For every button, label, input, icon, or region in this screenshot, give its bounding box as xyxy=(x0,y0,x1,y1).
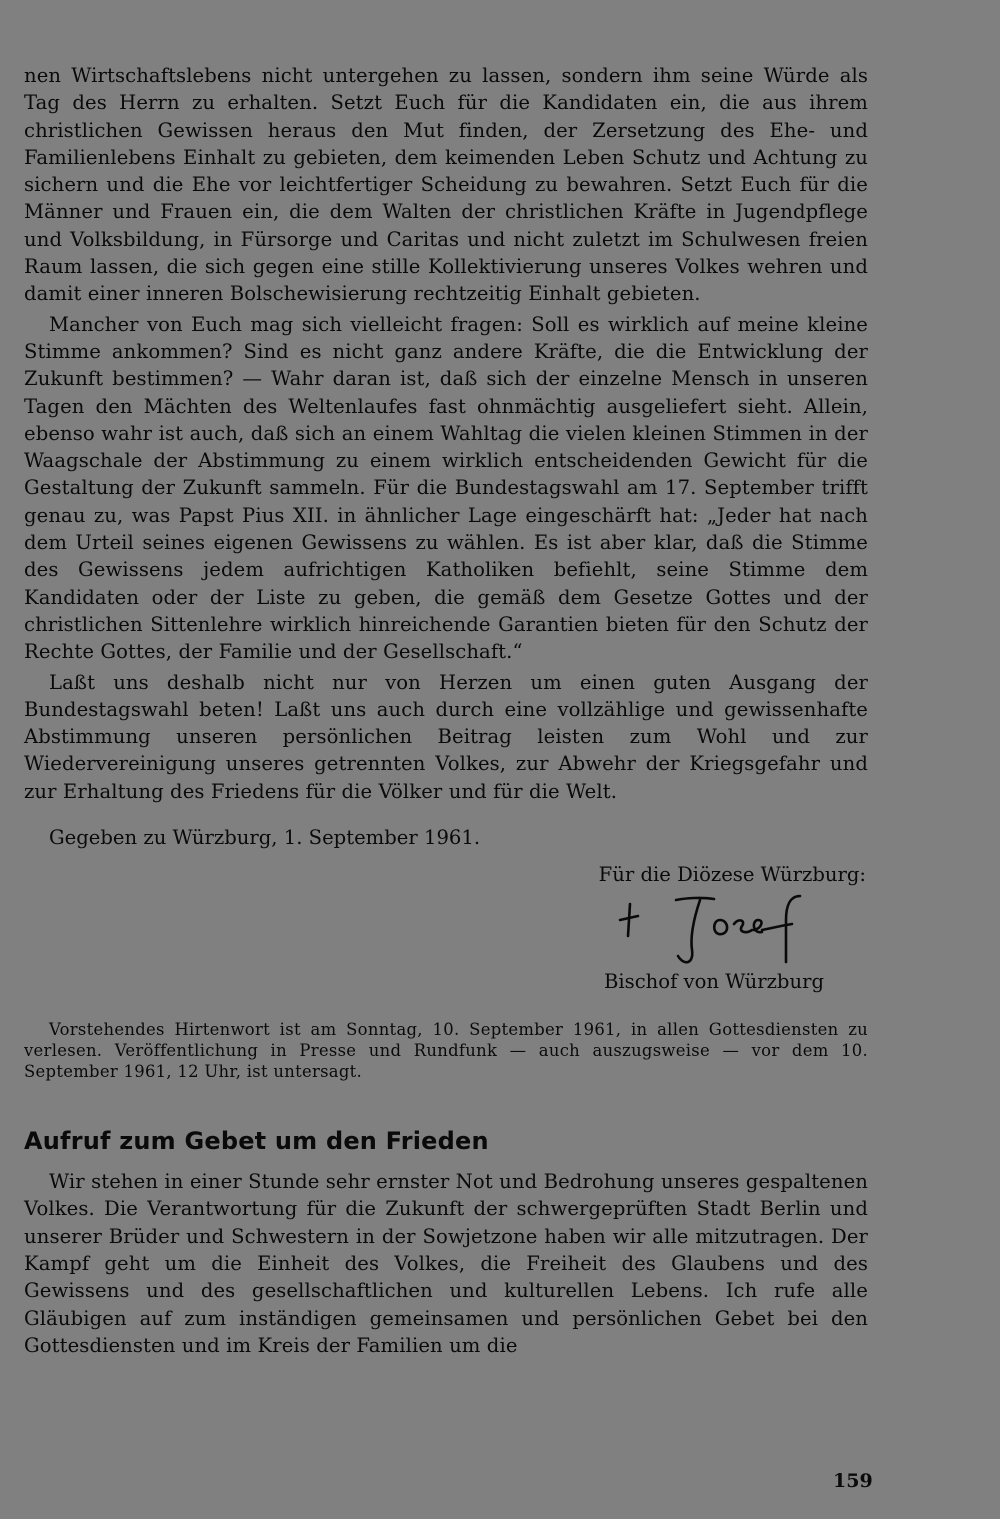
letter-paragraph-2: Mancher von Euch mag sich vielleicht fragen: Soll es wirklich auf meine kleine Stimme ankommen? Sind es nicht ganz andere Kräfte, die die Entwicklung der Zukunft bestimmen? — Wahr daran ist, daß sich der einzelne Mensch in unseren Tagen den Mächten des Weltenlaufes fast ohnmächtig ausgeliefert sieht. Allein, ebenso wahr ist auch, daß sich an einem Wahltag die vielen kleinen Stimmen in der Waagschale der Abstimmung zu einem wirklich entscheidenden Gewicht für die Gestaltung der Zukunft sammeln. Für die Bundestagswahl am 17. September trifft genau zu, was Papst Pius XII. in ähnlicher Lage eingeschärft hat: „Jeder hat nach dem Urteil seines eigenen Gewissens zu wählen. Es ist aber klar, daß die Stimme des Gewissens jedem aufrichtigen Katholiken befiehlt, seine Stimme dem Kandidaten oder der Liste zu geben, die gemäß dem Gesetze Gottes und der christlichen Sittenlehre wirklich hinreichende Garantien bieten für den Schutz der Rechte Gottes, der Familie und der Gesellschaft.“ xyxy=(24,312,868,664)
handwritten-signature xyxy=(24,888,868,968)
signature-image xyxy=(612,890,852,970)
bishop-line: Bischof von Würzburg xyxy=(603,970,824,994)
letter-paragraph-1: nen Wirtschaftslebens nicht untergehen zu lassen, sondern ihm seine Würde als Tag des Herrn zu erhalten. Setzt Euch für die Kandidaten ein, die aus ihrem christlichen Gewissen heraus den Mut finden, der Zersetzung des Ehe- und Familienlebens Einhalt zu gebieten, dem keimenden Leben Schutz und Achtung zu sichern und die Ehe vor leichtfertiger Scheidung zu bewahren. Setzt Euch für die Männer und Frauen ein, die dem Walten der christlichen Kräfte in Jugendpflege und Volksbildung, in Fürsorge und Caritas und nicht zuletzt im Schulwesen freien Raum lassen, die sich gegen eine stille Kollektivierung unseres Volkes wehren und damit einer inneren Bolschewisierung rechtzeitig Einhalt gebieten. xyxy=(24,64,868,306)
section-title: Aufruf zum Gebet um den Frieden xyxy=(24,1127,489,1156)
date-line: Gegeben zu Würzburg, 1. September 1961. xyxy=(49,826,481,850)
section-paragraph: Wir stehen in einer Stunde sehr ernster Not und Bedrohung unseres gespaltenen Volkes. Die Verantwortung für die Zukunft der schwergeprüften Stadt Berlin und unserer Brüder und Schwestern in der Sowjetzone haben wir alle mitzutragen. Der Kampf geht um die Einheit des Volkes, die Freiheit des Glaubens und des Gewissens und des gesellschaftlichen und kulturellen Lebens. Ich rufe alle Gläubigen auf zum inständigen gemeinsamen und persönlichen Gebet bei den Gottesdiensten und im Kreis der Familien um die xyxy=(24,1170,868,1357)
publication-note: Vorstehendes Hirtenwort ist am Sonntag, 10. September 1961, in allen Gottesdiensten zu verlesen. Veröffentlichung in Presse und Rundfunk — auch auszugsweise — vor dem 10. September 1961, 12 Uhr, ist untersagt. xyxy=(24,1020,868,1082)
document-page xyxy=(24,62,868,1359)
page-number: 159 xyxy=(833,1470,873,1492)
section-body xyxy=(24,1168,868,1359)
diocese-line: Für die Diözese Würzburg: xyxy=(598,863,866,887)
letter-paragraph-3: Laßt uns deshalb nicht nur von Herzen um einen guten Ausgang der Bundestagswahl beten! Laßt uns auch durch eine vollzählige und gewissenhafte Abstimmung unseren persönlichen Beitrag leisten zum Wohl und zur Wiedervereinigung unseres getrennten Volkes, zur Abwehr der Kriegsgefahr und zur Erhaltung des Friedens für die Völker und für die Welt. xyxy=(24,670,868,803)
